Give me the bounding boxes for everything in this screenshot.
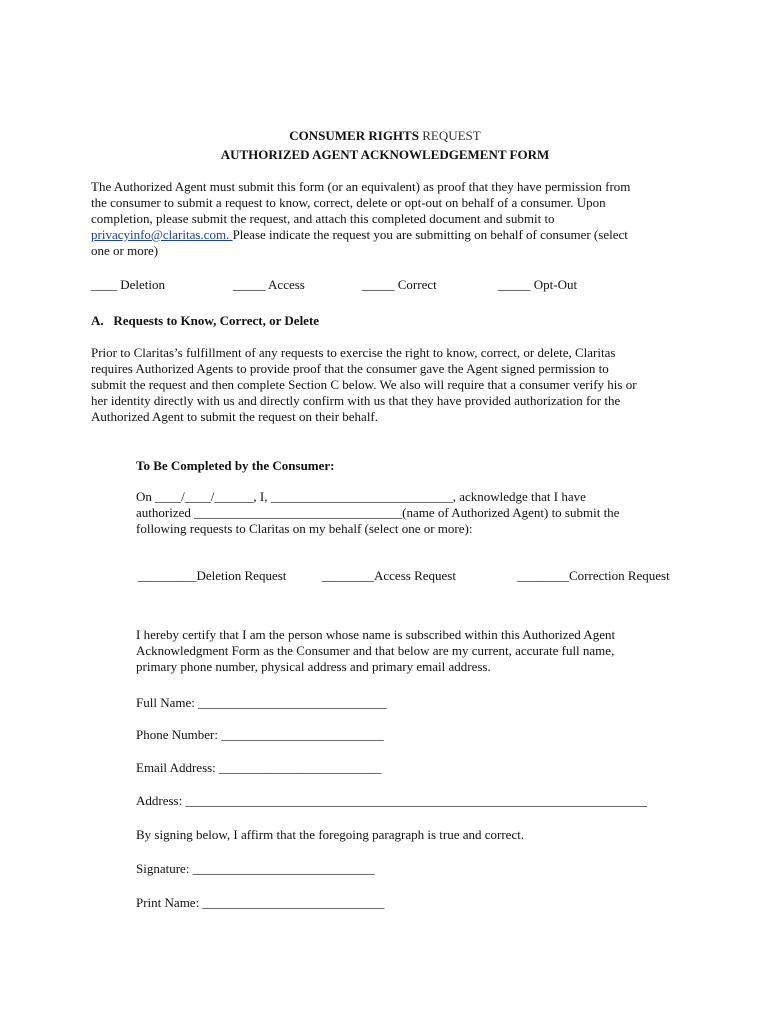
option-blank[interactable]: ________ [322, 568, 374, 583]
option-blank[interactable]: _____ [233, 277, 266, 292]
option-label: Deletion Request [196, 568, 287, 583]
ack-line[interactable]: On ____/____/______, I, ____________________________, acknowledge that I have [136, 489, 586, 504]
option-label: Correct [394, 277, 437, 292]
privacy-email-link[interactable]: privacyinfo@claritas.com. [91, 227, 233, 242]
consumer-option-deletion[interactable] [138, 568, 286, 584]
title-consumer-rights: CONSUMER RIGHTS [289, 128, 423, 143]
consumer-option-correction[interactable] [517, 568, 670, 584]
phone-number-field[interactable]: Phone Number: _________________________ [136, 727, 384, 742]
certify-line: primary phone number, physical address and primary email address. [136, 659, 491, 674]
section-a-heading: A. Requests to Know, Correct, or Delete [91, 313, 320, 328]
option-blank[interactable]: _____ [362, 277, 395, 292]
option-blank[interactable]: _________ [138, 568, 197, 583]
option-blank[interactable]: ________ [517, 568, 569, 583]
form-title-line2: AUTHORIZED AGENT ACKNOWLEDGEMENT FORM [220, 147, 550, 162]
intro-line-rest: Please indicate the request you are submitting on behalf of consumer (select [232, 227, 628, 242]
print-name-field[interactable]: Print Name: ____________________________ [136, 895, 385, 910]
section-a-line: requires Authorized Agents to provide proof that the consumer gave the Agent signed permission to [91, 361, 609, 376]
intro-line: The Authorized Agent must submit this form (or an equivalent) as proof that they have permission from [91, 179, 631, 194]
option-opt-out[interactable] [498, 277, 577, 293]
signature-field[interactable]: Signature: ____________________________ [136, 861, 375, 876]
certify-line: I hereby certify that I am the person whose name is subscribed within this Authorized Agent [136, 627, 616, 642]
option-blank[interactable]: _____ [498, 277, 531, 292]
ack-line: following requests to Claritas on my behalf (select one or more): [136, 521, 473, 536]
section-a-line: Authorized Agent to submit the request on their behalf. [91, 409, 379, 424]
consumer-ack-paragraph [136, 489, 676, 537]
section-a-line: Prior to Claritas’s fulfillment of any requests to exercise the right to know, correct, or delete, Claritas [91, 345, 616, 360]
section-a-line: her identity directly with us and directly confirm with us that they have provided authorization for the [91, 393, 621, 408]
option-label: Access [265, 277, 305, 292]
section-a-paragraph [91, 345, 681, 425]
option-blank[interactable]: ____ [91, 277, 117, 292]
option-correct[interactable] [362, 277, 437, 293]
option-label: Correction Request [569, 568, 670, 583]
certify-paragraph [136, 627, 676, 675]
consumer-option-access[interactable] [322, 568, 456, 584]
intro-line: completion, please submit the request, and attach this completed document and submit to [91, 211, 555, 226]
option-access[interactable] [233, 277, 305, 293]
option-deletion[interactable] [91, 277, 165, 293]
affirm-statement: By signing below, I affirm that the foregoing paragraph is true and correct. [136, 827, 525, 842]
full-name-field[interactable]: Full Name: _____________________________ [136, 695, 387, 710]
consumer-heading: To Be Completed by the Consumer: [136, 458, 335, 473]
title-request: REQUEST [422, 128, 481, 143]
ack-line[interactable]: authorized ________________________________(name of Authorized Agent) to submit the [136, 505, 620, 520]
intro-line: the consumer to submit a request to know, correct, delete or opt-out on behalf of a consumer. Upon [91, 195, 606, 210]
option-label: Deletion [117, 277, 166, 292]
intro-line: one or more) [91, 243, 159, 258]
section-a-line: submit the request and then complete Section C below. We also will require that a consumer verify his or [91, 377, 637, 392]
intro-paragraph [91, 179, 681, 259]
option-label: Access Request [374, 568, 456, 583]
option-label: Opt-Out [530, 277, 578, 292]
certify-line: Acknowledgment Form as the Consumer and that below are my current, accurate full name, [136, 643, 615, 658]
intro-line [91, 227, 681, 243]
email-address-field[interactable]: Email Address: _________________________ [136, 760, 382, 775]
form-title-line1 [0, 128, 770, 144]
address-field[interactable]: Address: _______________________________________________________________________ [136, 793, 647, 808]
